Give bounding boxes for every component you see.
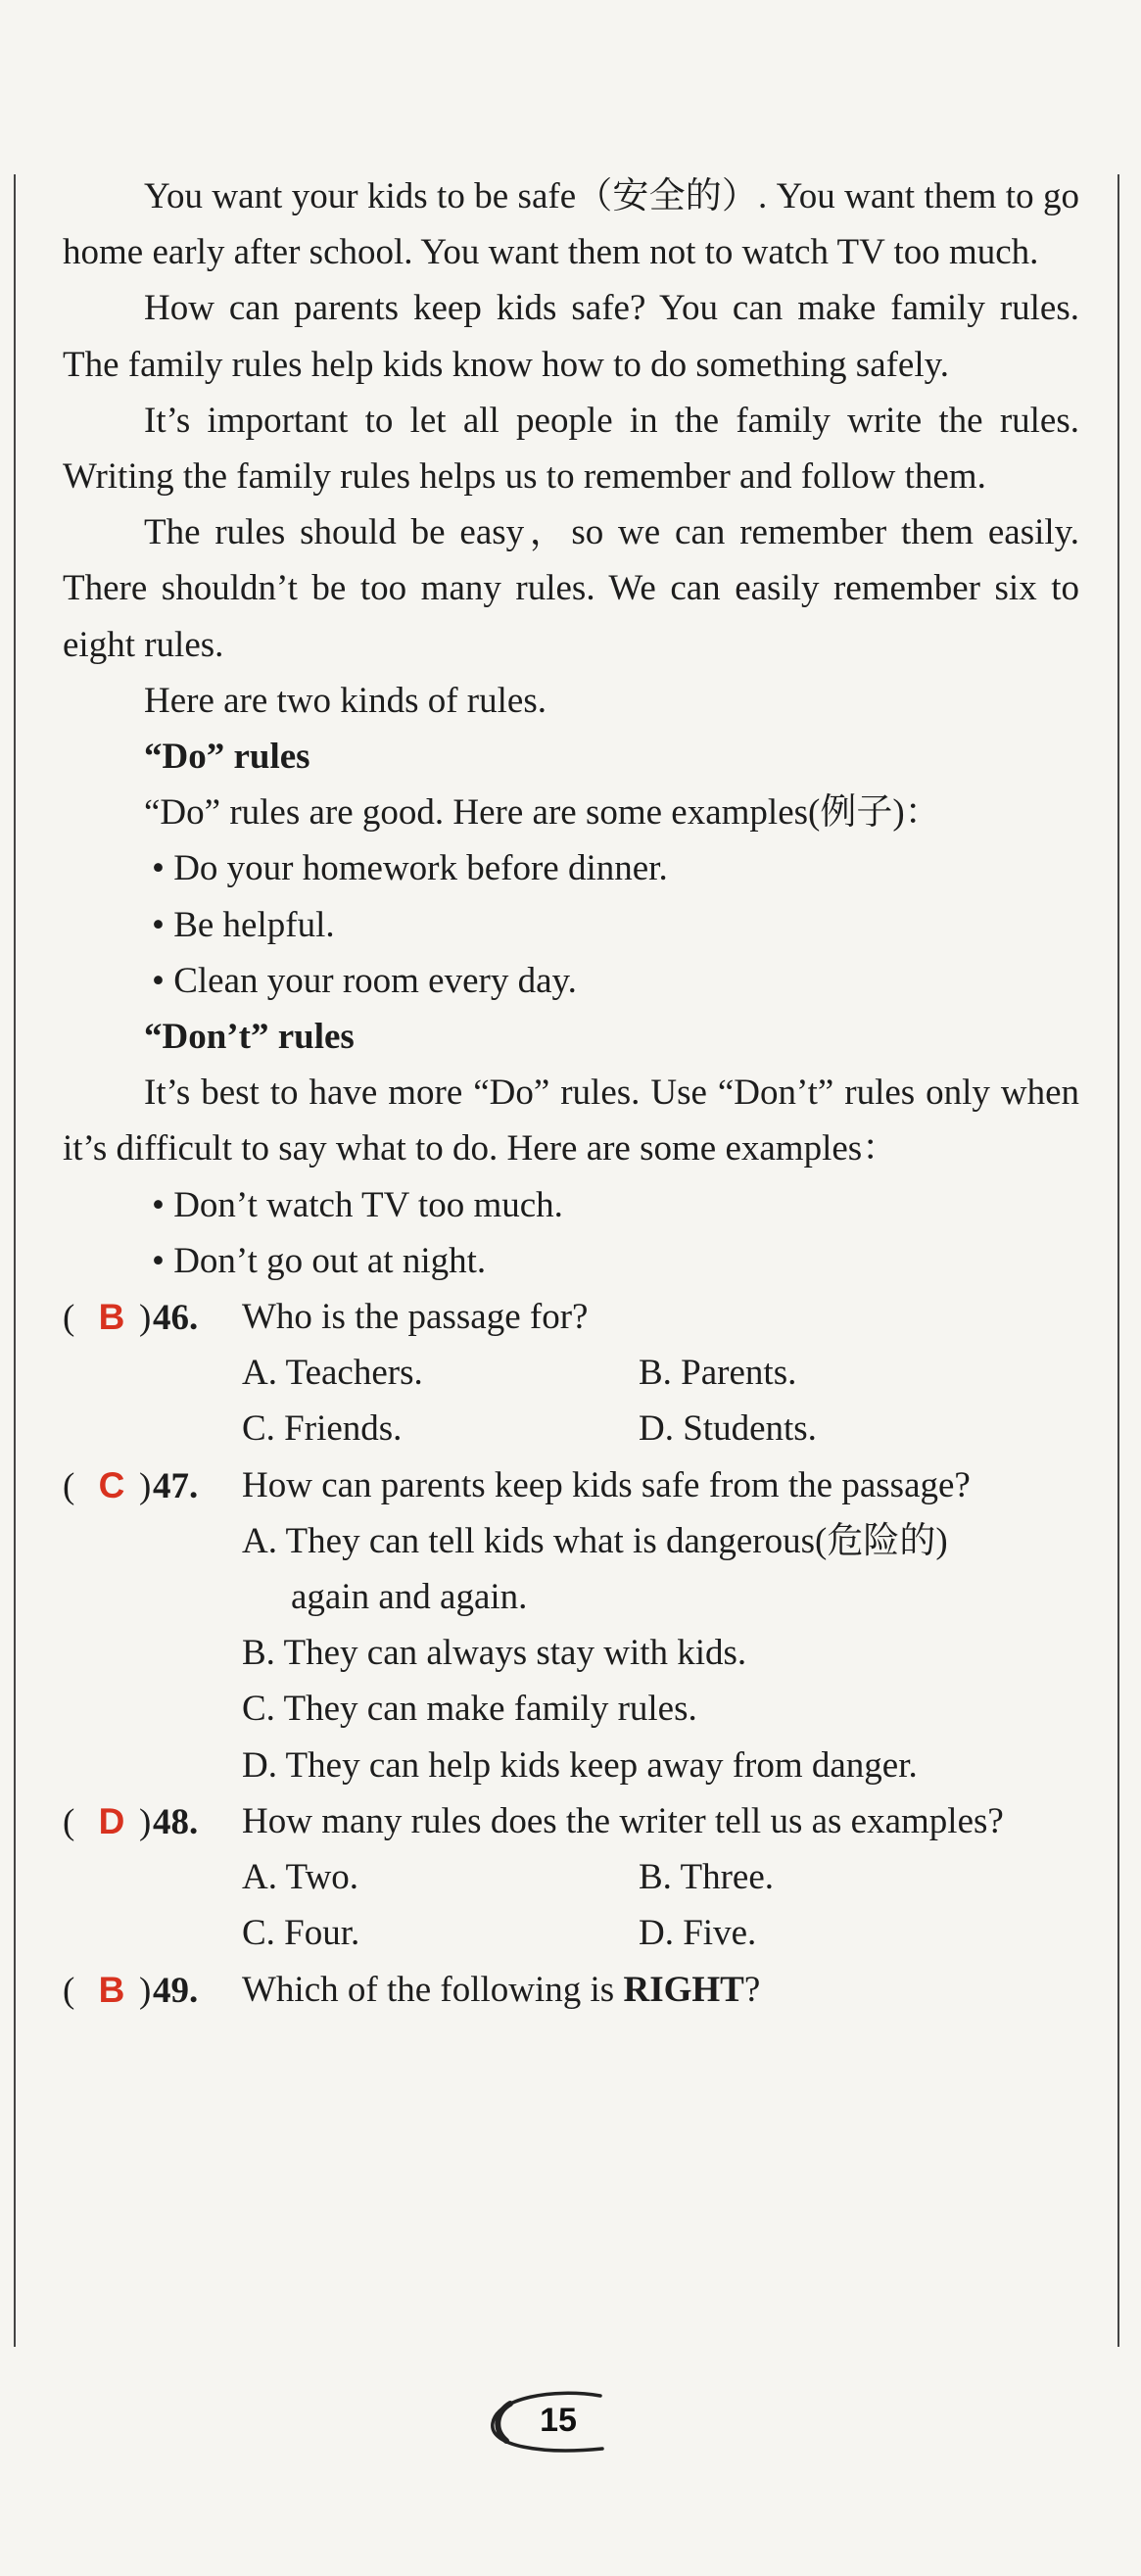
do-rule-item: • Clean your room every day. <box>152 960 577 1001</box>
answer-letter: B <box>98 1297 125 1338</box>
option-d: D. Five. <box>639 1913 757 1954</box>
dont-rules-heading: “Don’t” rules <box>144 1017 355 1058</box>
paragraph-4: The rules should be easy，so we can remember them easily. There shouldn’t be too many rules. We can easily remember six to eight rules. <box>63 512 1079 665</box>
paren-open: ( <box>63 1298 75 1339</box>
do-rule-item: • Be helpful. <box>152 904 335 945</box>
question-text <box>242 1970 760 2010</box>
options-row <box>63 1905 1079 1961</box>
right-margin-rule <box>1117 174 1119 2347</box>
question-number: 46. <box>153 1298 199 1339</box>
paragraph-3: It’s important to let all people in the family write the rules. Writing the family rules helps us to remember and follow them. <box>63 400 1079 498</box>
question-47 <box>63 1457 1079 1513</box>
paren-open: ( <box>63 1970 75 2011</box>
question-number: 48. <box>153 1801 199 1842</box>
reading-passage <box>63 168 1079 2018</box>
paragraph-1: You want your kids to be safe（安全的）. You want them to go home early after school. You want them not to watch TV too much. <box>63 176 1079 273</box>
option-d: D. Students. <box>639 1408 817 1450</box>
paren-open: ( <box>63 1801 75 1842</box>
do-rules-heading: “Do” rules <box>144 737 310 778</box>
question-text: How many rules does the writer tell us as examples? <box>242 1800 1004 1841</box>
options-row <box>63 1345 1079 1401</box>
dont-rule-item: • Don’t go out at night. <box>152 1240 487 1281</box>
paragraph-2: How can parents keep kids safe? You can make family rules. The family rules help kids know how to do something safely. <box>63 288 1079 385</box>
question-text: Who is the passage for? <box>242 1297 589 1338</box>
dont-rules-intro: It’s best to have more “Do” rules. Use “Don’t” rules only when it’s difficult to say what to do. Here are some examples： <box>63 1073 1079 1169</box>
option-c: C. They can make family rules. <box>242 1689 697 1730</box>
answer-marker <box>63 1962 237 2019</box>
question-number: 49. <box>153 1970 199 2011</box>
question-49 <box>63 1962 1079 2018</box>
option-a: A. Teachers. <box>242 1353 423 1394</box>
question-text-part: ? <box>743 1969 761 2010</box>
option-b: B. Three. <box>639 1857 775 1898</box>
option-b: B. They can always stay with kids. <box>242 1633 747 1674</box>
page-number-badge <box>485 2390 632 2457</box>
answer-marker <box>63 1289 237 1346</box>
paren-close: ) <box>139 1801 152 1842</box>
page-number: 15 <box>540 2402 577 2439</box>
option-c: C. Four. <box>242 1913 360 1954</box>
option-c: C. Friends. <box>242 1408 403 1450</box>
paren-open: ( <box>63 1465 75 1506</box>
left-margin-rule <box>14 174 16 2347</box>
answer-letter: B <box>98 1969 125 2010</box>
option-b: B. Parents. <box>639 1353 797 1394</box>
option-a: A. Two. <box>242 1857 359 1898</box>
question-text-emphasis: RIGHT <box>623 1969 744 2010</box>
answer-letter: C <box>98 1464 125 1505</box>
option-a: A. They can tell kids what is dangerous(危险的) <box>242 1520 948 1561</box>
paren-close: ) <box>139 1970 152 2011</box>
do-rules-intro: “Do” rules are good. Here are some examples(例子)： <box>144 792 941 834</box>
paragraph-5: Here are two kinds of rules. <box>144 680 547 721</box>
option-d: D. They can help kids keep away from danger. <box>242 1744 918 1786</box>
option-a-continued: again and again. <box>291 1577 528 1618</box>
question-text: How can parents keep kids safe from the passage? <box>242 1464 971 1505</box>
question-text-part: Which of the following is <box>242 1969 624 2010</box>
answer-marker <box>63 1457 237 1514</box>
dont-rule-item: • Don’t watch TV too much. <box>152 1184 563 1225</box>
options-row <box>63 1849 1079 1905</box>
do-rule-item: • Do your homework before dinner. <box>152 848 668 889</box>
question-number: 47. <box>153 1465 199 1506</box>
paren-close: ) <box>139 1298 152 1339</box>
paren-close: ) <box>139 1465 152 1506</box>
answer-letter: D <box>98 1800 125 1841</box>
question-48 <box>63 1793 1079 1849</box>
question-46 <box>63 1289 1079 1345</box>
options-row <box>63 1401 1079 1456</box>
answer-marker <box>63 1793 237 1850</box>
